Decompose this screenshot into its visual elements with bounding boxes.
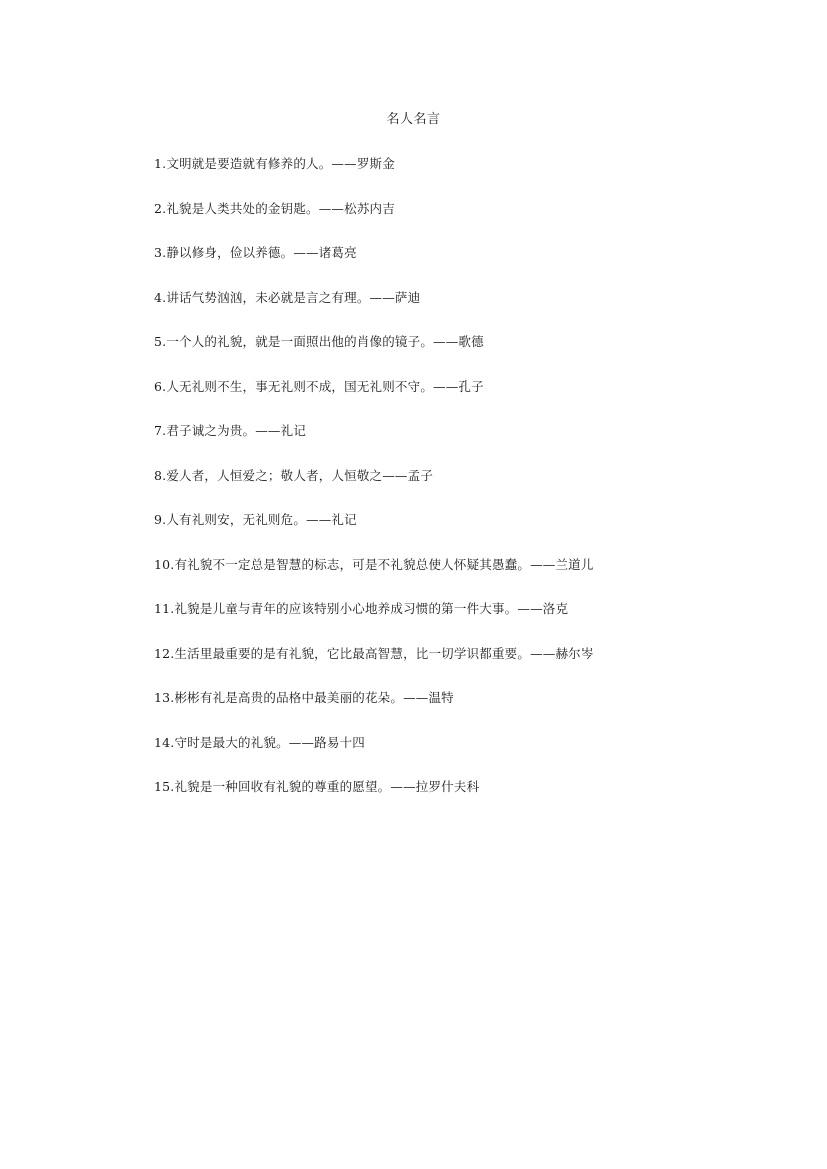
quote-item: 11.礼貌是儿童与青年的应该特别小心地养成习惯的第一件大事。——洛克: [154, 601, 569, 616]
quote-item: 5.一个人的礼貌，就是一面照出他的肖像的镜子。——歌德: [154, 334, 484, 349]
quote-item: 13.彬彬有礼是高贵的品格中最美丽的花朵。——温特: [154, 690, 454, 705]
quote-item: 14.守时是最大的礼貌。——路易十四: [154, 734, 365, 750]
quote-item: 1.文明就是要造就有修养的人。——罗斯金: [154, 156, 395, 171]
quote-item: 10.有礼貌不一定总是智慧的标志，可是不礼貌总使人怀疑其愚蠢。——兰道儿: [154, 556, 594, 572]
quote-item: 4.讲话气势汹汹，未必就是言之有理。——萨迪: [154, 289, 421, 305]
quote-item: 2.礼貌是人类共处的金钥匙。——松苏内吉: [154, 200, 395, 216]
quote-list: [154, 154, 814, 822]
quote-item: 8.爱人者，人恒爱之；敬人者，人恒敬之——孟子: [154, 467, 434, 483]
quote-item: 9.人有礼则安，无礼则危。——礼记: [154, 512, 357, 527]
page-title: 名人名言: [386, 112, 441, 127]
quote-item: 12.生活里最重要的是有礼貌，它比最高智慧，比一切学识都重要。——赫尔岑: [154, 645, 594, 661]
quote-item: 15.礼貌是一种回收有礼貌的尊重的愿望。——拉罗什夫科: [154, 779, 480, 794]
quote-item: 6.人无礼则不生，事无礼则不成，国无礼则不守。——孔子: [154, 378, 484, 394]
quote-item: 3.静以修身，俭以养德。——诸葛亮: [154, 245, 357, 260]
quote-item: 7.君子诚之为贵。——礼记: [154, 423, 307, 438]
